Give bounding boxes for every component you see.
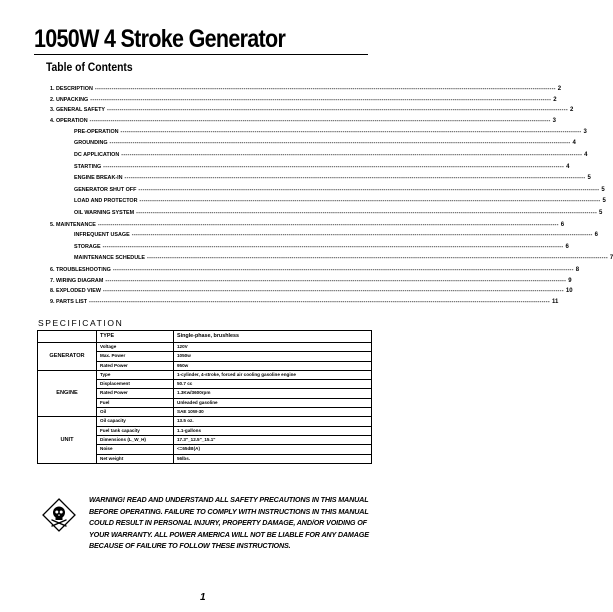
page-number: 1 [200, 592, 206, 603]
toc-entry-label: 7. WIRING DIAGRAM [50, 277, 104, 284]
toc-entry-page: 4 [584, 151, 588, 158]
spec-value: 17.3"_12.5"_15.1" [174, 435, 372, 444]
toc-entry [50, 150, 588, 162]
toc-entry [50, 196, 606, 208]
toc-leader: ---------------------------------------------------------------------------------------------------------------------------------------------------------------------------------------------------------------------------- [146, 255, 608, 262]
spec-key: Net weight [97, 454, 174, 463]
spec-row [38, 343, 372, 352]
toc-entry [50, 208, 603, 220]
toc-entry-label: LOAD AND PROTECTOR [74, 198, 138, 205]
toc-entry-page: 6 [565, 243, 569, 250]
toc-leader: ---------------------------------------------------------------------------------------------------------------------------------------------------------------------------------------------------------------------------- [97, 221, 559, 228]
toc-entry-label: 2. UNPACKING [50, 96, 89, 103]
toc-entry [50, 185, 605, 197]
spec-value: 1.3Kw/3600rpm [174, 389, 372, 398]
toc-entry-page: 3 [552, 118, 556, 125]
toc-entry-page: 5 [601, 186, 605, 193]
toc-entry [50, 286, 573, 297]
toc-leader: ---------------------------------------------------------------------------------------------------------------------------------------------------------------------------------------------------------------------------- [138, 186, 600, 193]
toc-entry [50, 220, 565, 231]
spec-row [38, 370, 372, 379]
toc-entry-label: 9. PARTS LIST [50, 299, 88, 306]
spec-value: Unleaded gasoline [174, 398, 372, 407]
toc-entry [50, 95, 557, 106]
toc-entry-page: 5 [587, 175, 591, 182]
title-rule [34, 54, 368, 55]
spec-value: SAE 10W-30 [174, 408, 372, 417]
spec-value: 13.5 oz. [174, 417, 372, 426]
table-of-contents [50, 84, 613, 308]
toc-heading: Table of Contents [46, 62, 133, 74]
toc-entry-page: 10 [565, 288, 573, 295]
toc-entry [50, 242, 569, 254]
page-title: 1050W 4 Stroke Generator [34, 25, 286, 53]
toc-entry [50, 230, 598, 242]
toc-entry-page: 5 [602, 198, 606, 205]
toc-leader: ---------------------------------------------------------------------------------------------------------------------------------------------------------------------------------------------------------------------------- [102, 243, 564, 250]
spec-value: 50.7 cc [174, 380, 372, 389]
toc-entry [50, 162, 570, 174]
spec-key: Dimensions (L_W_H) [97, 435, 174, 444]
toc-entry-page: 6 [560, 221, 565, 228]
spec-header-type-label: TYPE [97, 331, 174, 343]
toc-entry-page: 4 [566, 163, 570, 170]
toc-entry-label: OIL WARNING SYSTEM [74, 209, 135, 216]
warning-text: WARNING! READ AND UNDERSTAND ALL SAFETY PRECAUTIONS IN THIS MANUAL BEFORE OPERATING. FAILURE TO COMPLY WITH INSTRUCTIONS IN THIS MANUAL COULD RESULT IN PERSONAL INJURY, PROPERTY DAMAGE, AND/OR VOIDING OF YOUR WARRANTY. ALL POWER AMERICA WILL NOT BE LIABLE FOR ANY DAMAGE BECAUSE OF FAILURE TO FOLLOW THESE INSTRUCTIONS. [89, 495, 369, 551]
toc-leader: ---------------------------------------------------------------------------------------------------------------------------------------------------------------------------------------------------------------------------- [120, 128, 582, 135]
toc-entry-page: 2 [557, 86, 562, 92]
spec-row [38, 417, 372, 426]
toc-entry [50, 297, 559, 308]
spec-value: 1050w [174, 352, 372, 361]
spec-category: GENERATOR [38, 343, 97, 371]
toc-entry-label: STARTING [74, 163, 102, 170]
toc-entry-page: 7 [609, 255, 613, 262]
toc-entry [50, 105, 574, 116]
toc-entry-page: 2 [569, 107, 574, 114]
toc-leader: ---------------------------------------------------------------------------------------------------------------------------------------------------------------------------------------------------------------------------- [94, 86, 556, 92]
toc-leader: ---------------------------------------------------------------------------------------------------------------------------------------------------------------------------------------------------------------------------- [124, 175, 586, 182]
spec-category: UNIT [38, 417, 97, 463]
toc-entry-page: 3 [583, 128, 587, 135]
toc-entry-page: 2 [553, 96, 557, 103]
toc-entry-page: 8 [575, 266, 580, 273]
toc-entry-label: 6. TROUBLESHOOTING [50, 266, 111, 273]
toc-entry [50, 138, 576, 150]
toc-entry-label: STORAGE [74, 243, 101, 250]
spec-header-type-value: Single-phase, brushless [174, 331, 372, 343]
spec-value: 56lbs. [174, 454, 372, 463]
spec-key: Type [97, 370, 174, 379]
toc-entry-label: 5. MAINTENANCE [50, 221, 96, 228]
spec-key: Max. Power [97, 352, 174, 361]
specification-heading: SPECIFICATION [38, 318, 124, 328]
toc-leader: ---------------------------------------------------------------------------------------------------------------------------------------------------------------------------------------------------------------------------- [139, 198, 601, 205]
toc-leader: ---------------------------------------------------------------------------------------------------------------------------------------------------------------------------------------------------------------------------- [109, 140, 571, 147]
toc-entry [50, 116, 556, 127]
spec-key: Fuel [97, 398, 174, 407]
spec-key: Oil [97, 408, 174, 417]
spec-key: Rated Power [97, 361, 174, 370]
toc-entry-page: 11 [551, 299, 559, 306]
toc-leader: ---------------------------------------------------------------------------------------------------------------------------------------------------------------------------------------------------------------------------- [105, 277, 567, 284]
toc-entry-label: GROUNDING [74, 140, 108, 147]
toc-entry-label: 4. OPERATION [50, 118, 88, 125]
spec-value: 950w [174, 361, 372, 370]
spec-key: Noise [97, 445, 174, 454]
toc-leader: ---------------------------------------------------------------------------------------------------------------------------------------------------------------------------------------------------------------------------- [131, 232, 593, 239]
spec-key: Voltage [97, 343, 174, 352]
spec-category: ENGINE [38, 370, 97, 416]
toc-entry [50, 253, 613, 265]
toc-entry-label: 3. GENERAL SAFETY [50, 107, 106, 114]
toc-leader: ---------------------------------------------------------------------------------------------------------------------------------------------------------------------------------------------------------------------------- [121, 151, 583, 158]
toc-entry-page: 5 [599, 209, 603, 216]
spec-key: Displacement [97, 380, 174, 389]
toc-entry-label: 8. EXPLODED VIEW [50, 288, 101, 295]
toc-entry [50, 276, 572, 287]
toc-entry [50, 84, 562, 95]
toc-leader: ---------------------------------------------------------------------------------------------------------------------------------------------------------------------------------------------------------------------------- [112, 266, 574, 273]
toc-entry-page: 4 [572, 140, 576, 147]
toc-entry [50, 265, 580, 276]
toc-entry-label: DC APPLICATION [74, 151, 120, 158]
toc-entry-page: 6 [594, 232, 598, 239]
toc-entry-label: MAINTENANCE SCHEDULE [74, 255, 145, 262]
spec-key: Rated Power [97, 389, 174, 398]
toc-leader: ---------------------------------------------------------------------------------------------------------------------------------------------------------------------------------------------------------------------------- [89, 118, 551, 125]
toc-entry-page: 9 [568, 277, 572, 284]
spec-value: 1.1-gallons [174, 426, 372, 435]
spec-header-row [38, 331, 372, 343]
spec-value: 120V [174, 343, 372, 352]
toc-leader: ---------------------------------------------------------------------------------------------------------------------------------------------------------------------------------------------------------------------------- [89, 299, 550, 306]
spec-key: Fuel tank capacity [97, 426, 174, 435]
toc-leader: ---------------------------------------------------------------------------------------------------------------------------------------------------------------------------------------------------------------------------- [136, 209, 598, 216]
toc-entry [50, 173, 591, 185]
toc-entry-label: INFREQUENT USAGE [74, 232, 130, 239]
toc-leader: ---------------------------------------------------------------------------------------------------------------------------------------------------------------------------------------------------------------------------- [107, 107, 568, 114]
spec-value: 1-cylinder, 4-stroke, forced air cooling gasoline engine [174, 370, 372, 379]
spec-value: <=65dB(A) [174, 445, 372, 454]
toc-entry-label: PRE-OPERATION [74, 128, 119, 135]
spec-key: Oil capacity [97, 417, 174, 426]
skull-crossbones-icon [42, 498, 76, 532]
spec-header-blank [38, 331, 97, 343]
toc-entry-label: 1. DESCRIPTION [50, 86, 93, 92]
specification-table [37, 330, 372, 464]
toc-entry [50, 127, 587, 139]
toc-entry-label: ENGINE BREAK-IN [74, 175, 123, 182]
toc-leader: ---------------------------------------------------------------------------------------------------------------------------------------------------------------------------------------------------------------------------- [90, 96, 552, 103]
toc-leader: ---------------------------------------------------------------------------------------------------------------------------------------------------------------------------------------------------------------------------- [103, 163, 565, 170]
toc-leader: ---------------------------------------------------------------------------------------------------------------------------------------------------------------------------------------------------------------------------- [102, 288, 564, 295]
toc-entry-label: GENERATOR SHUT OFF [74, 186, 137, 193]
